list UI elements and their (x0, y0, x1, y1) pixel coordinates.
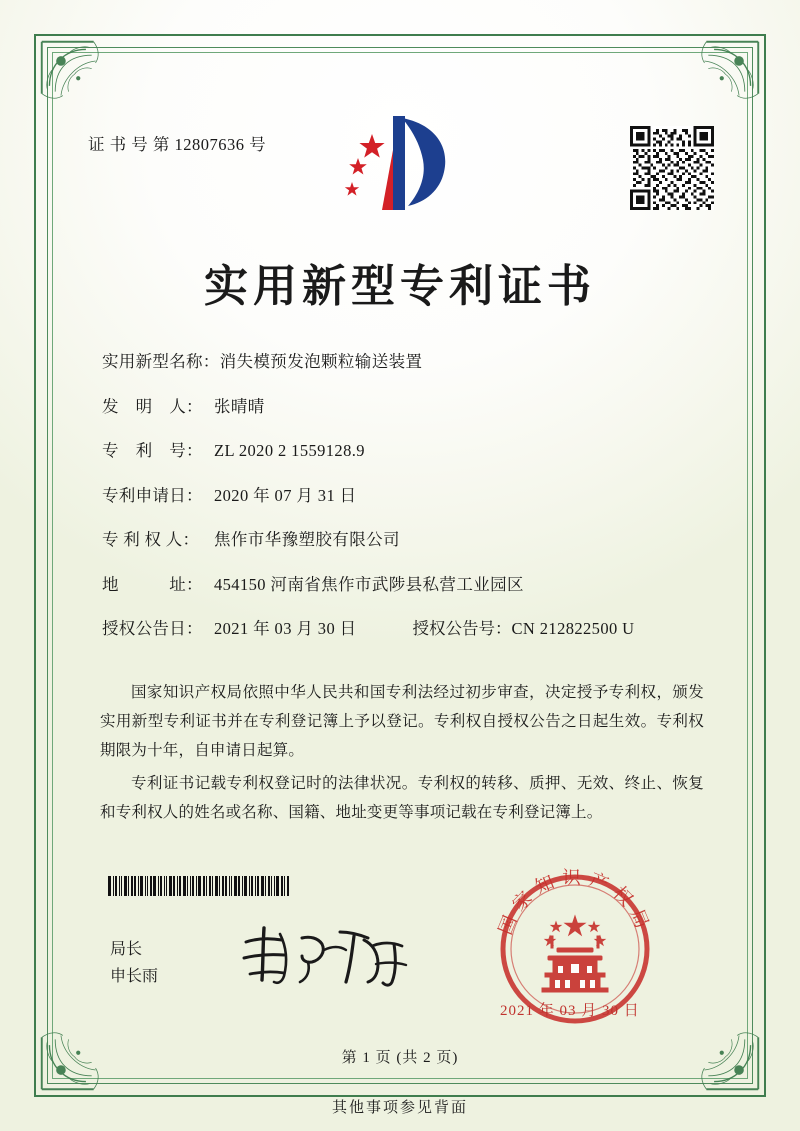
signature-block (110, 936, 158, 990)
field-row-application-date (102, 482, 702, 506)
page-title: 实用新型专利证书 (204, 262, 596, 311)
field-label: 专 利 号： (102, 441, 203, 460)
signature-role: 局长 (110, 941, 143, 958)
svg-text:国家知识产权局: 国家知识产权局 (496, 869, 654, 938)
announcement-number-label: 授权公告号： (412, 619, 512, 638)
field-label: 发 明 人： (102, 396, 203, 416)
announcement-date-label: 授权公告日： (102, 619, 203, 638)
field-value: 2020 年 07 月 31 日 (214, 485, 357, 505)
seal-date: 2021 年 03 月 30 日 (500, 1003, 640, 1019)
certificate-number: 证 书 号 第 12807636 号 (88, 135, 267, 154)
field-row-patentee (102, 526, 702, 550)
legal-text (100, 678, 704, 831)
field-value: 张晴晴 (214, 396, 265, 416)
handwritten-signature-icon (236, 920, 426, 990)
field-list (102, 348, 702, 660)
announcement-number-value: CN 212822500 U (511, 619, 635, 638)
field-value: ZL 2020 2 1559128.9 (214, 441, 365, 460)
field-row-inventor (102, 393, 702, 417)
paragraph-1: 国家知识产权局依照中华人民共和国专利法经过初步审查，决定授予专利权，颁发实用新型专利证书并在专利登记簿上予以登记。专利权自授权公告之日起生效。专利权期限为十年，自申请日起算。 (100, 684, 704, 759)
corner-ornament-top-left (36, 36, 132, 132)
barcode (108, 876, 320, 896)
field-label: 地 址： (102, 574, 203, 594)
field-value: 消失模预发泡颗粒输送装置 (219, 352, 423, 371)
corner-ornament-top-right (668, 36, 764, 132)
field-row-announcement (102, 615, 702, 639)
field-row-address (102, 571, 702, 595)
field-label: 实用新型名称： (102, 352, 220, 371)
field-row-invention-name (102, 348, 702, 372)
field-value: 454150 河南省焦作市武陟县私营工业园区 (214, 574, 524, 594)
field-row-patent-number (102, 437, 702, 461)
page-number: 第 1 页 (共 2 页) (341, 1050, 459, 1066)
qr-code-icon (630, 126, 714, 210)
cnipa-logo-icon (330, 110, 460, 220)
back-page-note: 其他事项参见背面 (331, 1100, 468, 1116)
paragraph-2: 专利证书记载专利权登记时的法律状况。专利权的转移、质押、无效、终止、恢复和专利权人的姓名或名称、国籍、地址变更等事项记载在专利登记簿上。 (100, 775, 704, 821)
announcement-date-value: 2021 年 03 月 30 日 (214, 619, 357, 638)
field-label: 专利申请日： (102, 485, 203, 505)
field-value: 焦作市华豫塑胶有限公司 (214, 530, 400, 549)
field-label: 专 利 权 人： (102, 530, 200, 549)
signature-name: 申长雨 (110, 968, 159, 985)
